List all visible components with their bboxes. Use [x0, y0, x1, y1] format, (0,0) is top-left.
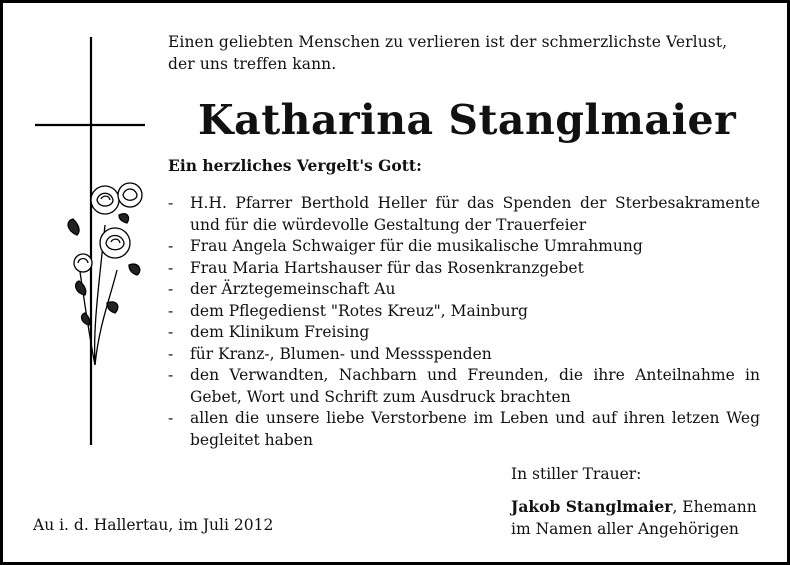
list-item	[168, 365, 760, 408]
list-item-text: Frau Maria Hartshauser für das Rosenkranzgebet	[190, 258, 584, 277]
signature-family: im Namen aller Angehörigen	[511, 520, 739, 538]
bullet-dash: -	[168, 344, 174, 363]
list-item-text: Frau Angela Schwaiger für die musikalische Umrahmung	[190, 237, 643, 255]
list-item	[168, 279, 760, 301]
intro-quote	[168, 31, 768, 75]
bullet-dash: -	[168, 237, 174, 255]
list-item-text: dem Klinikum Freising	[190, 323, 370, 341]
bullet-dash: -	[168, 258, 174, 277]
list-item	[168, 258, 760, 280]
signature-block	[511, 463, 757, 540]
list-item-text: dem Pflegedienst "Rotes Kreuz", Mainburg	[190, 301, 528, 320]
signature-name-row	[511, 496, 757, 518]
list-item	[168, 301, 760, 323]
list-item	[168, 193, 760, 236]
intro-line-2: der uns treffen kann.	[168, 55, 337, 73]
list-item	[168, 236, 760, 258]
list-item-text: allen die unsere liebe Verstorbene im Leben und auf ihren letzen Weg begleitet haben	[190, 409, 760, 449]
bullet-dash: -	[168, 301, 174, 320]
list-item-text: H.H. Pfarrer Berthold Heller für das Spenden der Sterbesakramente und für die würdevolle Gestaltung der Trauerfeier	[190, 194, 760, 234]
signatory-name: Jakob Stanglmaier	[511, 497, 673, 516]
signatory-relation: , Ehemann	[672, 498, 757, 516]
bullet-dash: -	[168, 280, 174, 298]
bullet-dash: -	[168, 194, 174, 212]
thanks-list	[168, 193, 760, 451]
bullet-dash: -	[168, 409, 174, 427]
list-item	[168, 344, 760, 366]
list-item	[168, 408, 760, 451]
roses-icon	[68, 183, 142, 365]
bullet-dash: -	[168, 323, 174, 341]
deceased-name: Katharina Stanglmaier	[198, 96, 737, 144]
list-item-text: den Verwandten, Nachbarn und Freunden, die ihre Anteilnahme in Gebet, Wort und Schrift zum Ausdruck brachten	[190, 366, 760, 406]
list-item	[168, 322, 760, 344]
intro-line-1: Einen geliebten Menschen zu verlieren ist der schmerzlichste Verlust,	[168, 33, 728, 51]
bullet-dash: -	[168, 366, 174, 384]
list-item-text: für Kranz-, Blumen- und Messspenden	[190, 344, 492, 363]
cross-with-roses-icon	[33, 35, 148, 447]
list-item-text: der Ärztegemeinschaft Au	[190, 280, 396, 298]
place-and-date: Au i. d. Hallertau, im Juli 2012	[33, 516, 274, 534]
thanks-heading: Ein herzliches Vergelt's Gott:	[168, 156, 422, 175]
signature-lead: In stiller Trauer:	[511, 465, 642, 483]
